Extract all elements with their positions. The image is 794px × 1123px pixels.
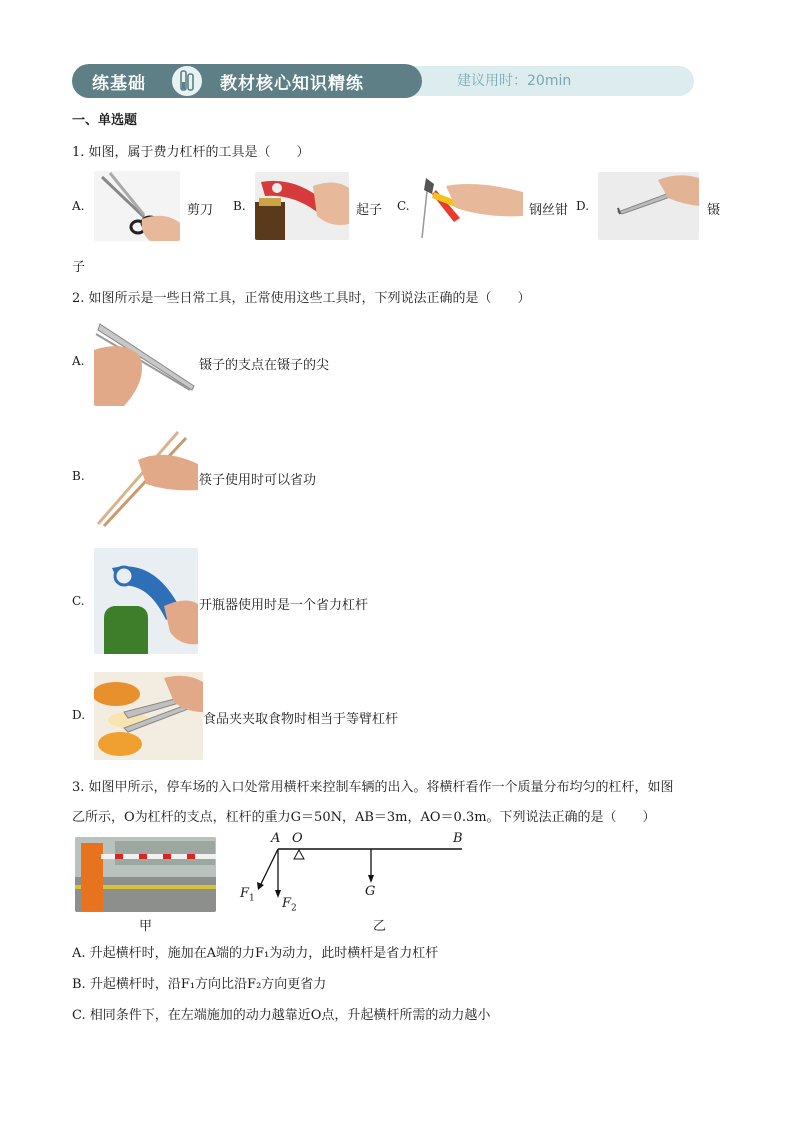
q1-option-a-label: A. xyxy=(72,199,85,213)
q3-stem-line1: 3. 如图甲所示，停车场的入口处常用横杆来控制车辆的出入。将横杆看作一个质量分布均匀的杠杆，如图 xyxy=(72,780,674,795)
banner-right-title: 教材核心知识精练 xyxy=(220,74,364,94)
chopsticks-image xyxy=(94,430,198,528)
test-tube-icon xyxy=(170,64,204,98)
food-tongs-image xyxy=(94,672,203,760)
q2-option-b-text: 筷子使用时可以省功 xyxy=(199,473,317,488)
q2-option-c-label: C. xyxy=(72,594,85,608)
q1-option-b-text: 起子 xyxy=(356,203,383,218)
q1-option-b-label: B. xyxy=(233,199,246,213)
q2-option-a-text: 镊子的支点在镊子的尖 xyxy=(199,358,330,373)
banner-time-hint: 建议用时：20min xyxy=(457,73,572,89)
q3-option-a: A. 升起横杆时，施加在A端的力F₁为动力，此时横杆是省力杠杆 xyxy=(72,946,439,961)
figure-yi-caption: 乙 xyxy=(373,919,387,934)
q3-stem-line2: 乙所示，O为杠杆的支点，杠杆的重力G＝50N，AB＝3m，AO＝0.3m。下列说法正确的是（ ） xyxy=(72,810,656,825)
q1-option-d-label: D. xyxy=(576,199,590,213)
q1-option-d-text-2: 子 xyxy=(72,260,86,275)
section-banner xyxy=(72,64,622,98)
point-a-label: A xyxy=(271,831,281,846)
q1-option-c-text: 钢丝钳 xyxy=(529,203,569,218)
q2-option-b-label: B. xyxy=(72,469,85,483)
figure-jia-caption: 甲 xyxy=(139,919,153,934)
q1-option-a-text: 剪刀 xyxy=(187,203,214,218)
fulcrum-triangle xyxy=(294,850,304,859)
gravity-label: G xyxy=(365,884,376,899)
banner-left-title: 练基础 xyxy=(92,74,146,94)
blue-opener-image xyxy=(94,548,198,654)
lever-diagram xyxy=(232,828,472,918)
force-f1-label: $F_1$ xyxy=(240,886,255,904)
section-title: 一、单选题 xyxy=(72,113,138,128)
force-f1-arrow xyxy=(260,849,278,886)
q2-option-d-label: D. xyxy=(72,708,86,722)
q2-option-d-text: 食品夹夹取食物时相当于等臂杠杆 xyxy=(203,712,399,727)
q1-stem: 1. 如图，属于费力杠杆的工具是（ ） xyxy=(72,145,310,160)
q1-option-d-text-1: 镊 xyxy=(707,203,721,218)
q2-stem: 2. 如图所示是一些日常工具，正常使用这些工具时，下列说法正确的是（ ） xyxy=(72,291,531,306)
q3-option-c: C. 相同条件下，在左端施加的动力越靠近O点，升起横杆所需的动力越小 xyxy=(72,1008,491,1023)
q2-option-a-label: A. xyxy=(72,354,85,368)
force-f2-label: $F_2$ xyxy=(282,896,297,914)
point-o-label: O xyxy=(292,831,303,846)
point-b-label: B xyxy=(453,831,463,846)
bottle-opener-image xyxy=(255,172,349,240)
pliers-image xyxy=(416,172,523,240)
q3-option-b: B. 升起横杆时，沿F₁方向比沿F₂方向更省力 xyxy=(72,977,327,992)
q1-option-c-label: C. xyxy=(397,199,410,213)
q2-option-c-text: 开瓶器使用时是一个省力杠杆 xyxy=(199,598,369,613)
tweezers-image xyxy=(598,172,699,240)
q2-tweezers-image xyxy=(94,320,198,406)
parking-barrier-image xyxy=(75,837,216,912)
scissors-image xyxy=(94,171,180,241)
